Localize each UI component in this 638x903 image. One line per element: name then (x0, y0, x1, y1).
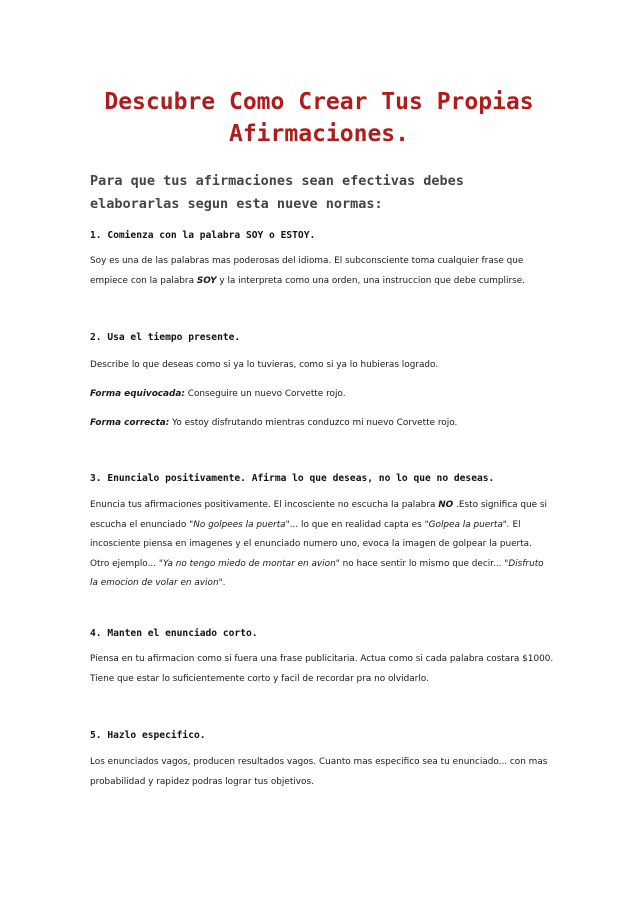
intro-text: Para que tus afirmaciones sean efectivas debes elaborarlas segun esta nueve normas: (90, 173, 464, 212)
rule-1-text-b: y la interpreta como una orden, una instruccion que debe cumplirse. (216, 275, 526, 286)
rule-3-text-b: .Esto significa que si escucha el enunciado (90, 500, 547, 530)
rule-3-text-d: El incosciente piensa en imagenes y el enunciado numero uno, evoca la imagen de golpear la puerta. Otro ejemplo... (90, 519, 532, 569)
rule-1-heading: 1. Comienza con la palabra SOY o ESTOY. (90, 230, 316, 241)
rule-3-no-word: NO (438, 500, 454, 510)
rule-3-quote-3: "Ya no tengo miedo de montar en avion" (158, 558, 340, 569)
rule-4-paragraph: Piensa en tu afirmacion como si fuera una frase publicitaria. Actua como si cada palabra costara $1000. Tiene que estar lo suficientemente corto y facil de recordar pra no olvidarlo. (90, 654, 554, 684)
rule-2-wrong-text: Conseguire un nuevo Corvette rojo. (184, 389, 346, 399)
rule-2-wrong-example (90, 385, 554, 405)
rule-2-paragraph: Describe lo que deseas como si ya lo tuvieras, como si ya lo hubieras logrado. (90, 360, 439, 370)
rule-2-right-text: Yo estoy disfrutando mientras conduzco mi nuevo Corvette rojo. (169, 418, 458, 428)
rule-3-quote-1: "No golpees la puerta" (189, 519, 290, 530)
rule-1-soy-word: SOY (196, 275, 217, 286)
rule-3-quote-2: "Golpea la puerta". (424, 519, 510, 530)
rule-3-quote-4: "Disfruto la emocion de volar en avion" (90, 558, 544, 588)
rule-2-right-example (90, 414, 554, 434)
rule-3-paragraph (90, 496, 554, 594)
rule-3-heading: 3. Enuncialo positivamente. Afirma lo que deseas, no lo que no deseas. (90, 473, 495, 484)
rule-5-heading: 5. Hazlo especifico. (90, 730, 206, 741)
rule-4-heading: 4. Manten el enunciado corto. (90, 628, 258, 639)
rule-3-text-e: no hace sentir lo mismo que decir... (339, 558, 505, 569)
rule-2-right-label: Forma correcta: (90, 418, 170, 428)
rule-3-text-f: . (222, 578, 226, 588)
rule-3-text-c: ... lo que en realidad capta es (289, 519, 425, 530)
rule-1-text-a: Soy es una de las palabras mas poderosas del idioma. El subconsciente toma cualquier frase que empiece con la palabra (90, 256, 524, 286)
rule-5-paragraph: Los enunciados vagos, producen resultados vagos. Cuanto mas especifico sea tu enunciado... con mas probabilidad y rapidez podras lograr tus objetivos. (90, 757, 548, 787)
page-title: Descubre Como Crear Tus Propias Afirmaciones. (104, 89, 534, 147)
rule-1-paragraph (90, 252, 554, 291)
rule-3-text-a: Enuncia tus afirmaciones positivamente. El incosciente no escucha la palabra (90, 500, 439, 510)
rule-2-heading: 2. Usa el tiempo presente. (90, 332, 241, 343)
rule-2-wrong-label: Forma equivocada: (90, 389, 185, 399)
